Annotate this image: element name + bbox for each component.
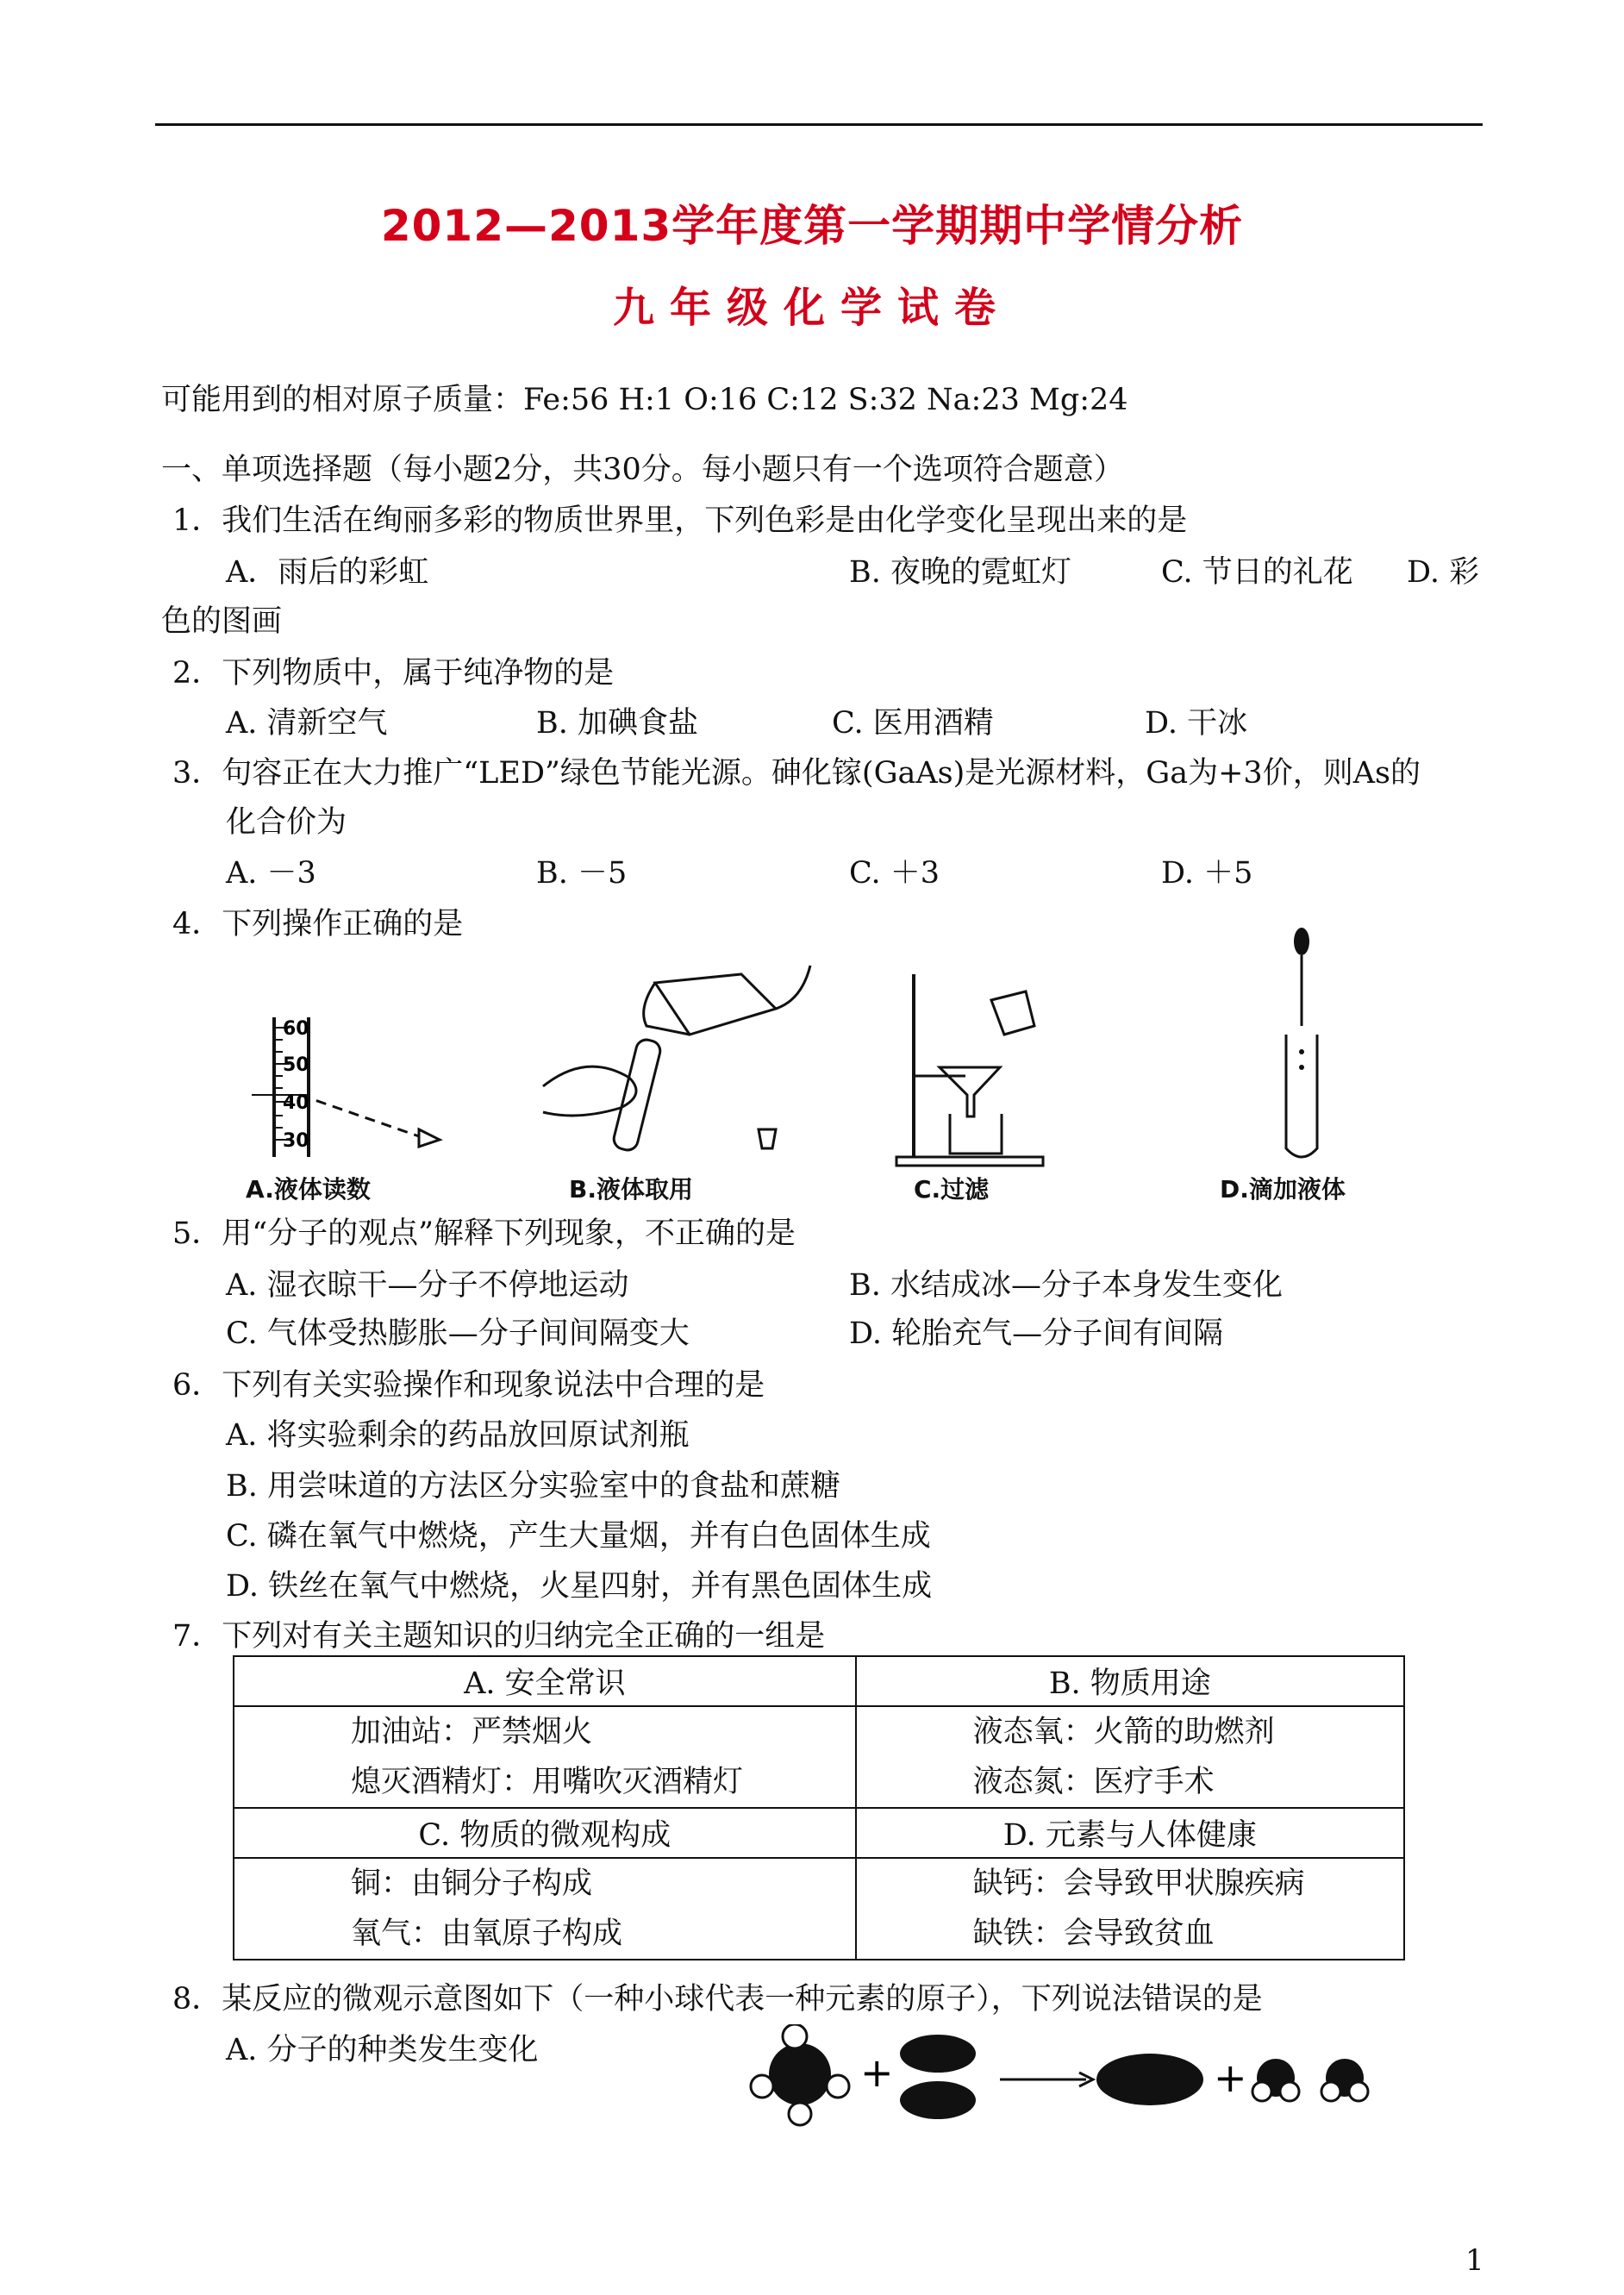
figure-liquid-reading (233, 1009, 457, 1216)
question-stem: 7．下列对有关主题知识的归纳完全正确的一组是 (172, 1619, 826, 1654)
tick-label: 60 (283, 1018, 309, 1040)
tick-label: 40 (283, 1092, 309, 1114)
option-a: A. 湿衣晾干—分子不停地运动 (226, 1268, 629, 1303)
table-header-b: B. 物质用途 (856, 1656, 1404, 1706)
filtration-illustration (888, 966, 1060, 1173)
option-a: A. 将实验剩余的药品放回原试剂瓶 (226, 1418, 690, 1453)
figure-filtration (888, 966, 1060, 1216)
table-header-d: D. 元素与人体健康 (856, 1808, 1404, 1858)
figure-caption-a: A.液体读数 (246, 1175, 371, 1204)
table-line: 液态氧：火箭的助燃剂 (972, 1715, 1275, 1749)
atomic-mass-line: 可能用到的相对原子质量：Fe:56 H:1 O:16 C:12 S:32 Na:23 Mg:24 (161, 383, 1128, 417)
table-cell-b (856, 1706, 1404, 1808)
figure-caption-c: C.过滤 (914, 1175, 990, 1204)
option-b: B. －5 (536, 856, 628, 891)
option-b: B. 水结成冰—分子本身发生变化 (849, 1268, 1283, 1303)
question-stem: 3．句容正在大力推广“LED”绿色节能光源。砷化镓(GaAs)是光源材料，Ga为+3价，则As的 (172, 756, 1421, 791)
exam-subtitle: 九年级化学试卷 (612, 284, 1011, 332)
option-d: D. 彩 (1407, 555, 1480, 590)
figure-liquid-pouring (517, 957, 828, 1216)
graduated-cylinder-illustration (233, 1009, 457, 1164)
dropper-illustration (1207, 922, 1405, 1173)
option-d: D. 轮胎充气—分子间有间隔 (849, 1316, 1224, 1351)
option-a: A. 清新空气 (226, 706, 388, 741)
plus-sign: + (1214, 2054, 1247, 2101)
option-d: D. 铁丝在氧气中燃烧，火星四射，并有黑色固体生成 (226, 1569, 933, 1604)
question-stem: 1．我们生活在绚丽多彩的物质世界里，下列色彩是由化学变化呈现出来的是 (172, 503, 1188, 538)
table-line: 液态氮：医疗手术 (972, 1765, 1215, 1799)
question-stem: 6．下列有关实验操作和现象说法中合理的是 (172, 1368, 765, 1403)
table-line: 熄灭酒精灯：用嘴吹灭酒精灯 (351, 1765, 744, 1799)
option-b: B. 夜晚的霓虹灯 (849, 555, 1071, 590)
table-line: 氧气：由氧原子构成 (351, 1917, 623, 1951)
option-c: C. ＋3 (849, 856, 940, 891)
option-a: A. －3 (226, 856, 316, 891)
plus-sign: + (860, 2049, 894, 2096)
question-stem-continued: 化合价为 (226, 805, 347, 840)
tick-label: 30 (283, 1130, 309, 1152)
table-line: 加油站：严禁烟火 (351, 1715, 593, 1749)
option-c: C. 气体受热膨胀—分子间间隔变大 (226, 1316, 690, 1351)
question-stem: 4．下列操作正确的是 (172, 907, 464, 941)
option-a: A．雨后的彩虹 (226, 555, 429, 590)
reaction-diagram (741, 2024, 1414, 2128)
table-header-c: C. 物质的微观构成 (234, 1808, 856, 1858)
question-stem: 8．某反应的微观示意图如下（一种小球代表一种元素的原子），下列说法错误的是 (172, 1982, 1263, 2017)
option-c: C. 节日的礼花 (1161, 555, 1353, 590)
figure-caption-d: D.滴加液体 (1220, 1175, 1346, 1204)
figure-caption-b: B.液体取用 (569, 1175, 693, 1204)
table-line: 缺铁：会导致贫血 (972, 1917, 1215, 1951)
option-b: B. 用尝味道的方法区分实验室中的食盐和蔗糖 (226, 1469, 840, 1504)
option-c: C. 医用酒精 (832, 706, 994, 741)
table-cell-a (234, 1706, 856, 1808)
section-heading: 一、单项选择题（每小题2分，共30分。每小题只有一个选项符合题意） (161, 453, 1124, 487)
tick-label: 50 (283, 1054, 309, 1076)
table-line: 铜：由铜分子构成 (351, 1867, 593, 1901)
option-c: C. 磷在氧气中燃烧，产生大量烟，并有白色固体生成 (226, 1519, 931, 1554)
option-b: B. 加碘食盐 (536, 706, 698, 741)
table-cell-c (234, 1858, 856, 1960)
question-stem: 5．用“分子的观点”解释下列现象，不正确的是 (172, 1216, 796, 1251)
exam-title: 2012—2013学年度第一学期期中学情分析 (380, 201, 1244, 251)
pouring-illustration (517, 957, 828, 1173)
option-d-continued: 色的图画 (161, 604, 283, 639)
option-a: A. 分子的种类发生变化 (226, 2033, 539, 2067)
table-header-a: A. 安全常识 (234, 1656, 856, 1706)
table-cell-d (856, 1858, 1404, 1960)
table-line: 缺钙：会导致甲状腺疾病 (972, 1867, 1305, 1901)
header-rule (155, 123, 1483, 126)
page-number: 1 (1465, 2243, 1484, 2278)
question-stem: 2．下列物质中，属于纯净物的是 (172, 656, 615, 691)
figure-dropping (1207, 922, 1405, 1216)
option-d: D. ＋5 (1161, 856, 1253, 891)
option-d: D. 干冰 (1145, 706, 1248, 741)
knowledge-table (233, 1655, 1405, 1960)
